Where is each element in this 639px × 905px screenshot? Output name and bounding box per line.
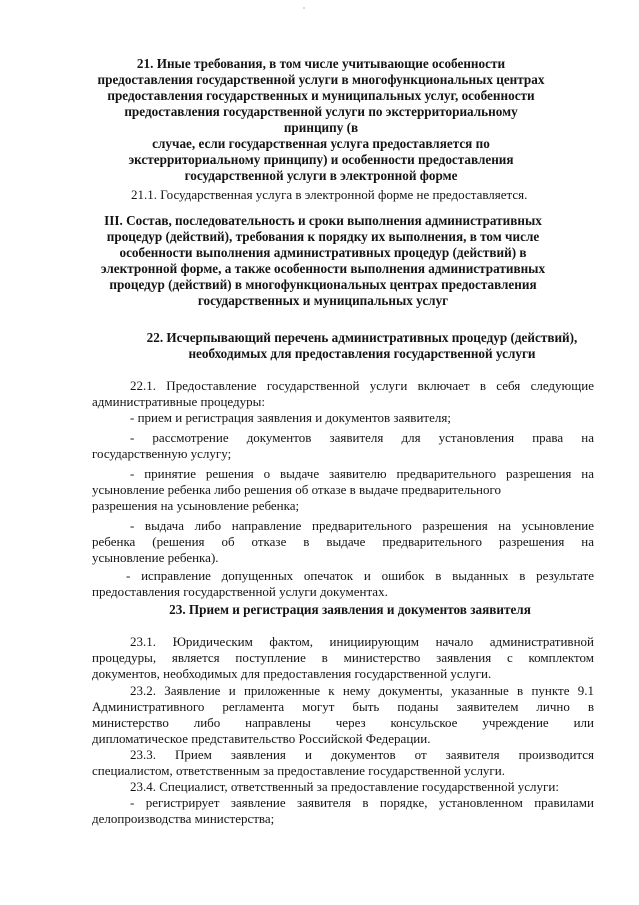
- paragraph-23-2-line: Административного регламента могут быть поданы заявителем лично в: [92, 699, 594, 714]
- section-3-heading-line: процедур (действий), требования к порядку их выполнения, в том числе: [106, 229, 540, 244]
- list-item: [92, 466, 594, 514]
- section-3-heading-line: особенности выполнения административных процедур (действий) в: [119, 245, 527, 260]
- list-item-line: - выдача либо направление предварительного разрешения на усыновление: [130, 518, 594, 533]
- paragraph-23-2-line: 23.2. Заявление и приложенные к нему документы, указанные в пункте 9.1: [130, 683, 594, 698]
- paragraph-23-4-line: делопроизводства министерства;: [92, 811, 275, 826]
- procedure-list: [92, 410, 594, 600]
- section-3-heading: [92, 213, 554, 309]
- paragraph-22-1: [92, 378, 594, 410]
- scan-speck: [303, 7, 305, 9]
- paragraph-22-1-line: 22.1. Предоставление государственной услуги включает в себя следующие: [130, 378, 594, 393]
- paragraph-23-4-line: - регистрирует заявление заявителя в порядке, установленном правилами: [130, 795, 594, 810]
- paragraph-21-1: [131, 187, 591, 203]
- heading-21-line: предоставления государственной услуги в многофункциональных центрах: [97, 72, 545, 87]
- paragraph-23-3: [92, 747, 594, 779]
- paragraph-23-3-line: специалистом, ответственным за предоставление государственной услуги.: [92, 763, 505, 778]
- list-item: [92, 568, 594, 600]
- paragraph-23-1: [92, 634, 594, 682]
- paragraph-23-4: [92, 779, 594, 827]
- list-item: [92, 518, 594, 566]
- heading-21-line: экстерриториальному принципу) и особенности предоставления: [128, 152, 514, 167]
- section-3-heading-line: государственных и муниципальных услуг: [197, 293, 449, 308]
- list-item: [92, 430, 594, 462]
- list-item-line: ребенка (решения об отказе в выдаче предварительного разрешения на: [92, 534, 594, 549]
- paragraph-23-1-line: 23.1. Юридическим фактом, инициирующим начало административной: [130, 634, 594, 649]
- paragraph-23-4-line: 23.4. Специалист, ответственный за предоставление государственной услуги:: [130, 779, 559, 794]
- paragraph-23-3-line: 23.3. Прием заявления и документов от заявителя производится: [130, 747, 594, 762]
- list-item-line: государственную услугу;: [92, 446, 232, 461]
- paragraph-22-1-line: административные процедуры:: [92, 394, 265, 409]
- paragraph-23-2-line: дипломатическое представительство Российской Федерации.: [92, 731, 431, 746]
- section-3-heading-line: электронной форме, а также особенности выполнения административных: [100, 261, 546, 276]
- heading-22-line: 22. Исчерпывающий перечень административных процедур (действий),: [146, 330, 578, 345]
- heading-21-line: 21. Иные требования, в том числе учитывающие особенности: [136, 56, 506, 71]
- heading-21-line: случае, если государственная услуга предоставляется по: [152, 136, 490, 151]
- paragraph-23-2-line: министерство либо направлены через консульское учреждение или: [92, 715, 594, 730]
- section-3-heading-line: процедур (действий) в многофункциональных центрах предоставления: [109, 277, 537, 292]
- paragraph-23-1-line: процедуры, является поступление в министерство заявления с комплектом: [92, 650, 594, 665]
- heading-21: [95, 56, 547, 184]
- list-item-line: предоставления государственной услуги документах.: [92, 584, 388, 599]
- heading-23: [115, 602, 585, 618]
- heading-21-line: предоставления государственных и муниципальных услуг, особенности: [107, 88, 535, 103]
- heading-21-line: государственной услуги в электронной форме: [184, 168, 458, 183]
- list-item-line: разрешения на усыновление ребенка;: [92, 498, 300, 513]
- list-item-line: усыновление ребенка).: [92, 550, 219, 565]
- section-3-heading-line: III. Состав, последовательность и сроки выполнения административных: [104, 213, 542, 228]
- list-item-line: - рассмотрение документов заявителя для установления права на: [130, 430, 594, 445]
- list-item-line: - принятие решения о выдаче заявителю предварительного разрешения на: [130, 466, 594, 481]
- paragraph-23-2: [92, 683, 594, 747]
- heading-21-line: предоставления государственной услуги по экстерриториальному принципу (в: [124, 104, 518, 135]
- list-item-line: усыновление ребенка либо решения об отказе в выдаче предварительного: [92, 482, 501, 497]
- list-item-line: - прием и регистрация заявления и документов заявителя;: [130, 410, 451, 425]
- heading-22-line: необходимых для предоставления государственной услуги: [188, 346, 536, 361]
- list-item-line: - исправление допущенных опечаток и ошибок в выданных в результате: [126, 568, 594, 583]
- paragraph-21-1-line: 21.1. Государственная услуга в электронной форме не предоставляется.: [131, 187, 528, 202]
- heading-22: [112, 330, 612, 362]
- list-item: [92, 410, 594, 426]
- paragraph-23-1-line: документов, необходимых для предоставления государственной услуги.: [92, 666, 492, 681]
- heading-23-line: 23. Прием и регистрация заявления и документов заявителя: [169, 602, 531, 617]
